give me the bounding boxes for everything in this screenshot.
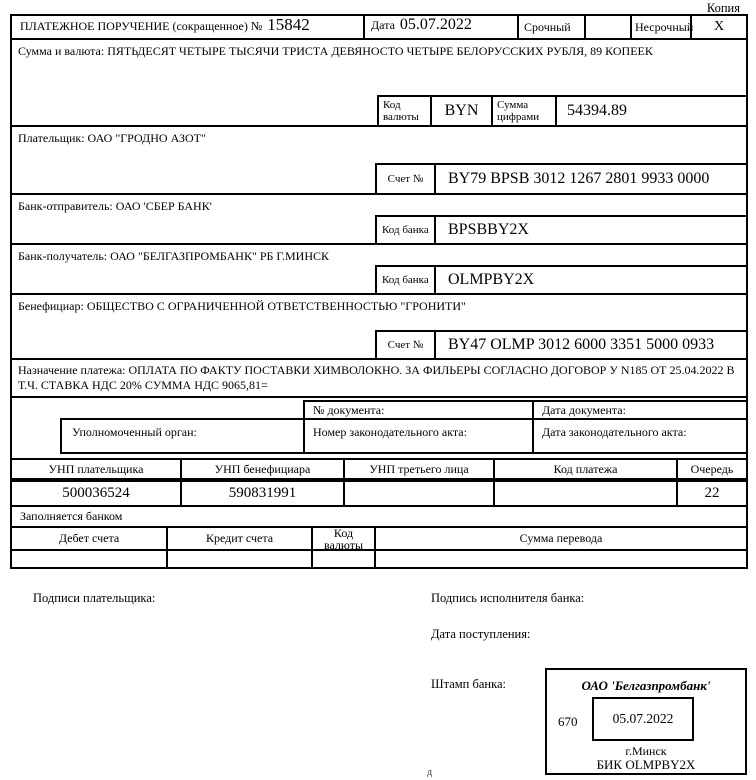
credit-account-value [166,549,313,569]
payer-account-label-cell: Счет № [375,163,436,195]
stamp-bik: БИК OLMPBY2X [596,757,696,772]
transfer-sum-header: Сумма перевода [374,526,748,551]
sender-bank-code-label-cell: Код банка [375,215,436,245]
urgent-value-cell [584,14,632,40]
bank-stamp-label: Штамп банка: [431,677,506,691]
amount-words: ПЯТЬДЕСЯТ ЧЕТЫРЕ ТЫСЯЧИ ТРИСТА ДЕВЯНОСТО ЧЕТЫРЕ БЕЛОРУССКИХ РУБЛЯ, 89 КОПЕЕК [107,44,653,58]
sender-bank-name: ОАО 'СБЕР БАНК' [115,199,212,213]
debit-account-header: Дебет счета [10,526,168,551]
unp-value-payment-code [493,480,678,507]
receiver-bank-code-value: OLMPBY2X [434,265,748,295]
unp-header-third-party: УНП третьего лица [343,458,495,480]
unp-value-third-party [343,480,495,507]
receiver-bank-name: ОАО "БЕЛГАЗПРОМБАНК" РБ Г.МИНСК [110,249,329,263]
unp-header-payment-code: Код платежа [493,458,678,480]
act-date-cell: Дата законодательного акта: [532,418,748,454]
unp-header-payer: УНП плательщика [10,458,182,480]
purpose-label: Назначение платежа: [18,363,126,377]
urgent-label-cell: Срочный [517,14,586,40]
copy-label: Копия [706,1,740,15]
receipt-date-label: Дата поступления: [431,627,531,641]
debit-account-value [10,549,168,569]
currency-code-cell-value [311,549,376,569]
unp-value-beneficiary: 590831991 [180,480,345,507]
amount-digits-value: 54394.89 [555,95,748,127]
payer-label: Плательщик: [18,131,85,145]
purpose-section [10,358,748,398]
unp-value-payer: 500036524 [10,480,182,507]
unp-header-beneficiary: УНП бенефициара [180,458,345,480]
amount-label: Сумма и валюта: [18,44,105,58]
sender-bank-label: Банк-отправитель: [18,199,113,213]
bank-fill-label-cell: Заполняется банком [10,505,748,528]
stamp-date: 05.07.2022 [592,697,694,741]
non-urgent-label-cell: Несрочный [630,14,692,40]
doc-title-cell [10,14,365,40]
stamp-city: г.Минск [625,744,667,758]
sender-bank-code-value: BPSBBY2X [434,215,748,245]
currency-code-value: BYN [430,95,493,127]
credit-account-header: Кредит счета [166,526,313,551]
currency-code-label-cell: Код валюты [377,95,432,127]
unp-header-queue: Очередь [676,458,748,480]
doc-date-value: 05.07.2022 [399,16,472,33]
purpose-text: ОПЛАТА ПО ФАКТУ ПОСТАВКИ ХИМВОЛОКНО. ЗА ФИЛЬЕРЫ СОГЛАСНО ДОГОВОР У N185 ОТ 25.04.2022 В Т.Ч. СТАВКА НДС 20% СУММА НДС 9065,81= [18,363,735,392]
doc-title-label: ПЛАТЕЖНОЕ ПОРУЧЕНИЕ (сокращенное) № [20,19,263,33]
payer-account-value: BY79 BPSB 3012 1267 2801 9933 0000 [434,163,748,195]
doc-ref-number-cell: № документа: [303,400,534,420]
act-number-cell: Номер законодательного акта: [303,418,534,454]
bank-stamp-box [545,668,747,775]
non-urgent-value-cell: X [690,14,748,40]
receiver-bank-code-label-cell: Код банка [375,265,436,295]
doc-date-cell [363,14,519,40]
transfer-sum-value [374,549,748,569]
unp-value-queue: 22 [676,480,748,507]
scan-artifact-mark: д [427,767,433,778]
authorized-org-cell: Уполномоченный орган: [60,418,305,454]
currency-code-header: Код валюты [311,526,376,551]
beneficiary-account-label-cell: Счет № [375,330,436,360]
stamp-number: 670 [558,714,578,729]
payer-name: ОАО "ГРОДНО АЗОТ" [87,131,206,145]
doc-ref-date-cell: Дата документа: [532,400,748,420]
payer-signature-label: Подписи плательщика: [33,591,156,605]
receiver-bank-label: Банк-получатель: [18,249,108,263]
beneficiary-account-value: BY47 OLMP 3012 6000 3351 5000 0933 [434,330,748,360]
amount-digits-label-cell: Сумма цифрами [491,95,557,127]
beneficiary-label: Бенефициар: [18,299,84,313]
doc-date-label: Дата [371,18,395,32]
stamp-bank-name: ОАО 'Белгазпромбанк' [581,678,711,693]
beneficiary-name: ОБЩЕСТВО С ОГРАНИЧЕННОЙ ОТВЕТСТВЕННОСТЬЮ "ГРОНИТИ" [86,299,466,313]
doc-number: 15842 [267,15,310,34]
bank-executor-signature-label: Подпись исполнителя банка: [431,591,585,605]
